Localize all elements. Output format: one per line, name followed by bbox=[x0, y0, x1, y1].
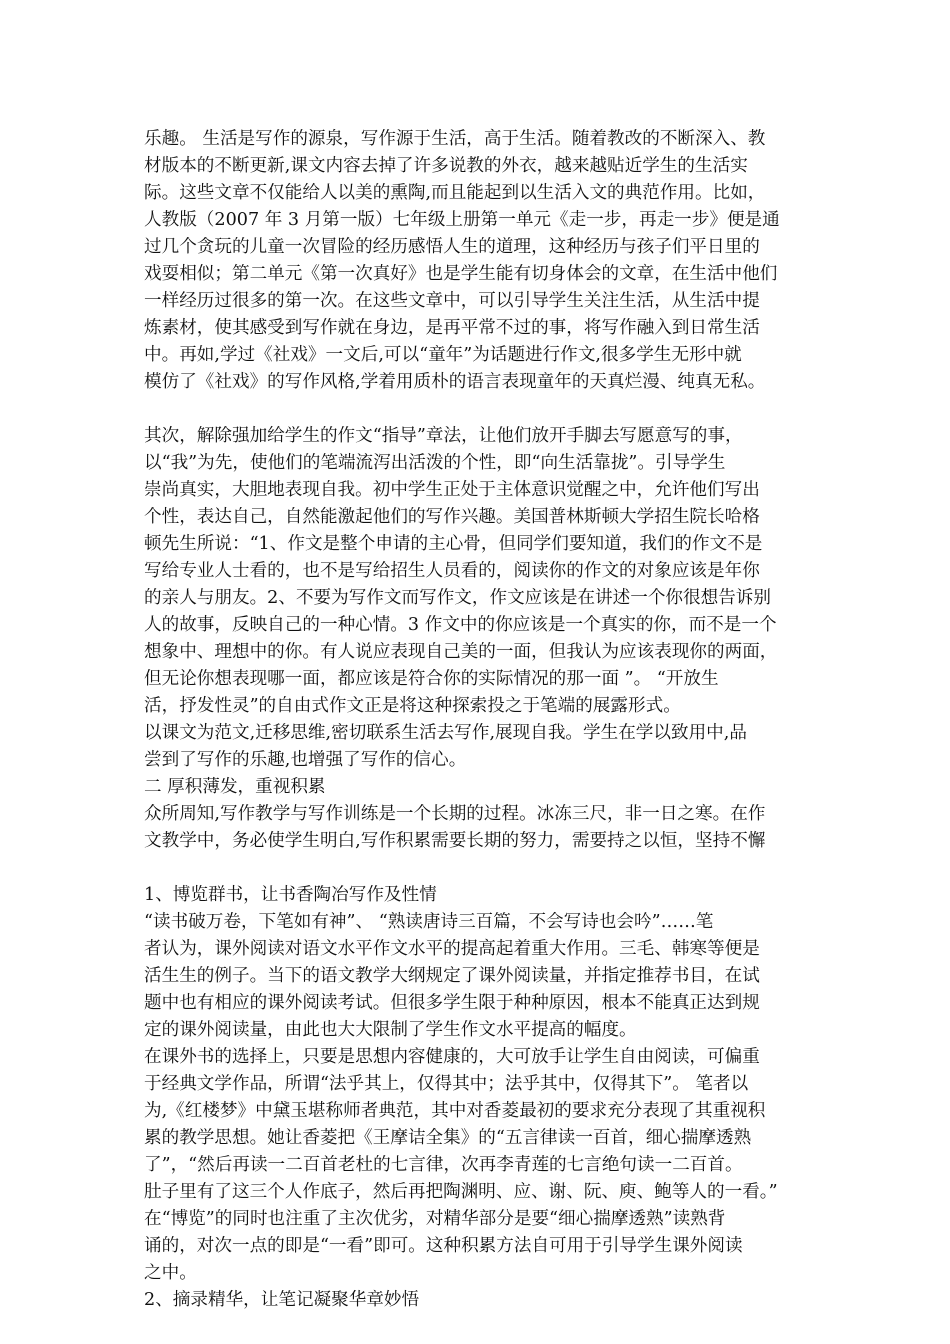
text-line: 一样经历过很多的第一次。在这些文章中，可以引导学生关注生活，从生活中提 bbox=[144, 291, 760, 311]
text-line: 以“我”为先，使他们的笔端流泻出活泼的个性，即“向生活靠拢”。引导学生 bbox=[144, 453, 726, 473]
text-line: 乐趣。 生活是写作的源泉，写作源于生活，高于生活。随着教改的不断深入、教 bbox=[144, 129, 766, 149]
text-line: 在“博览”的同时也注重了主次优劣，对精华部分是要“细心揣摩透熟”读熟背 bbox=[144, 1209, 726, 1229]
section-heading: 二 厚积薄发，重视积累 bbox=[144, 777, 326, 797]
text-line: 者认为，课外阅读对语文水平作文水平的提高起着重大作用。三毛、韩寒等便是 bbox=[144, 939, 760, 959]
text-line: “读书破万卷，下笔如有神”、 “熟读唐诗三百篇，不会写诗也会吟”……笔 bbox=[144, 912, 714, 932]
text-line: 题中也有相应的课外阅读考试。但很多学生限于种种原因，根本不能真正达到规 bbox=[144, 993, 760, 1013]
text-line: 人教版（2007 年 3 月第一版）七年级上册第一单元《走一步，再走一步》便是通 bbox=[144, 210, 780, 230]
text-line: 戏耍相似；第二单元《第一次真好》也是学生能有切身体会的文章，在生活中他们 bbox=[144, 264, 778, 284]
text-line: 定的课外阅读量，由此也大大限制了学生作文水平提高的幅度。 bbox=[144, 1020, 637, 1040]
text-line: 崇尚真实，大胆地表现自我。初中学生正处于主体意识觉醒之中，允许他们写出 bbox=[144, 480, 760, 500]
text-line: 个性，表达自己，自然能激起他们的写作兴趣。美国普林斯顿大学招生院长哈格 bbox=[144, 507, 760, 527]
text-line: 诵的，对次一点的即是“一看”即可。这种积累方法自可用于引导学生课外阅读 bbox=[144, 1236, 743, 1256]
paragraph-gap bbox=[144, 396, 806, 423]
text-line: 为,《红楼梦》中黛玉堪称师者典范，其中对香菱最初的要求充分表现了其重视积 bbox=[144, 1101, 766, 1121]
text-line: 众所周知,写作教学与写作训练是一个长期的过程。冰冻三尺，非一日之寒。在作 bbox=[144, 804, 766, 824]
text-line: 的亲人与朋友。2、不要为写作文而写作文，作文应该是在讲述一个你很想告诉别 bbox=[144, 588, 771, 608]
text-line: 但无论你想表现哪一面，都应该是符合你的实际情况的那一面 ”。 “开放生 bbox=[144, 669, 719, 689]
text-line: 写给专业人士看的，也不是写给招生人员看的，阅读你的作文的对象应该是年你 bbox=[144, 561, 760, 581]
text-line: 顿先生所说：“1、作文是整个申请的主心骨，但同学们要知道，我们的作文不是 bbox=[144, 534, 763, 554]
text-line: 之中。 bbox=[144, 1263, 197, 1283]
text-line: 了”，“然后再读一二百首老杜的七言律，次再李青莲的七言绝句读一二百首。 bbox=[144, 1155, 743, 1175]
text-line: 活生生的例子。当下的语文教学大纲规定了课外阅读量，并指定推荐书目，在试 bbox=[144, 966, 760, 986]
text-line: 于经典文学作品，所谓“法乎其上，仅得其中；法乎其中，仅得其下”。 笔者以 bbox=[144, 1074, 749, 1094]
text-line: 累的教学思想。她让香菱把《王摩诘全集》的“五言律读一百首，细心揣摩透熟 bbox=[144, 1128, 752, 1148]
text-line: 想象中、理想中的你。有人说应表现自己美的一面，但我认为应该表现你的两面， bbox=[144, 642, 778, 662]
text-line: 人的故事，反映自己的一种心情。3 作文中的你应该是一个真实的你，而不是一个 bbox=[144, 615, 777, 635]
text-line: 炼素材，使其感受到写作就在身边，是再平常不过的事，将写作融入到日常生活 bbox=[144, 318, 760, 338]
paragraph-gap bbox=[144, 855, 806, 882]
text-line: 材版本的不断更新,课文内容去掉了许多说教的外衣，越来越贴近学生的生活实 bbox=[144, 156, 748, 176]
text-line: 模仿了《社戏》的写作风格,学着用质朴的语言表现童年的天真烂漫、纯真无私。 bbox=[144, 372, 766, 392]
text-line: 文教学中，务必使学生明白,写作积累需要长期的努力，需要持之以恒，坚持不懈 bbox=[144, 831, 766, 851]
text-line: 尝到了写作的乐趣,也增强了写作的信心。 bbox=[144, 750, 467, 770]
subsection-heading: 1、博览群书，让书香陶冶写作及性情 bbox=[144, 885, 437, 905]
subsection-heading: 2、摘录精华，让笔记凝聚华章妙悟 bbox=[144, 1290, 420, 1310]
text-line: 其次，解除强加给学生的作文“指导”章法，让他们放开手脚去写愿意写的事， bbox=[144, 426, 743, 446]
text-line: 在课外书的选择上，只要是思想内容健康的，大可放手让学生自由阅读，可偏重 bbox=[144, 1047, 760, 1067]
text-line: 肚子里有了这三个人作底子，然后再把陶渊明、应、谢、阮、庾、鲍等人的一看。” bbox=[144, 1182, 778, 1202]
text-line: 过几个贪玩的儿童一次冒险的经历感悟人生的道理，这种经历与孩子们平日里的 bbox=[144, 237, 760, 257]
text-line: 中。再如,学过《社戏》一文后,可以“童年”为话题进行作文,很多学生无形中就 bbox=[144, 345, 742, 365]
text-line: 活，抒发性灵”的自由式作文正是将这种探索投之于笔端的展露形式。 bbox=[144, 696, 681, 716]
text-line: 以课文为范文,迁移思维,密切联系生活去写作,展现自我。学生在学以致用中,品 bbox=[144, 723, 747, 743]
document-page bbox=[144, 126, 806, 1314]
text-line: 际。这些文章不仅能给人以美的熏陶,而且能起到以生活入文的典范作用。比如， bbox=[144, 183, 766, 203]
